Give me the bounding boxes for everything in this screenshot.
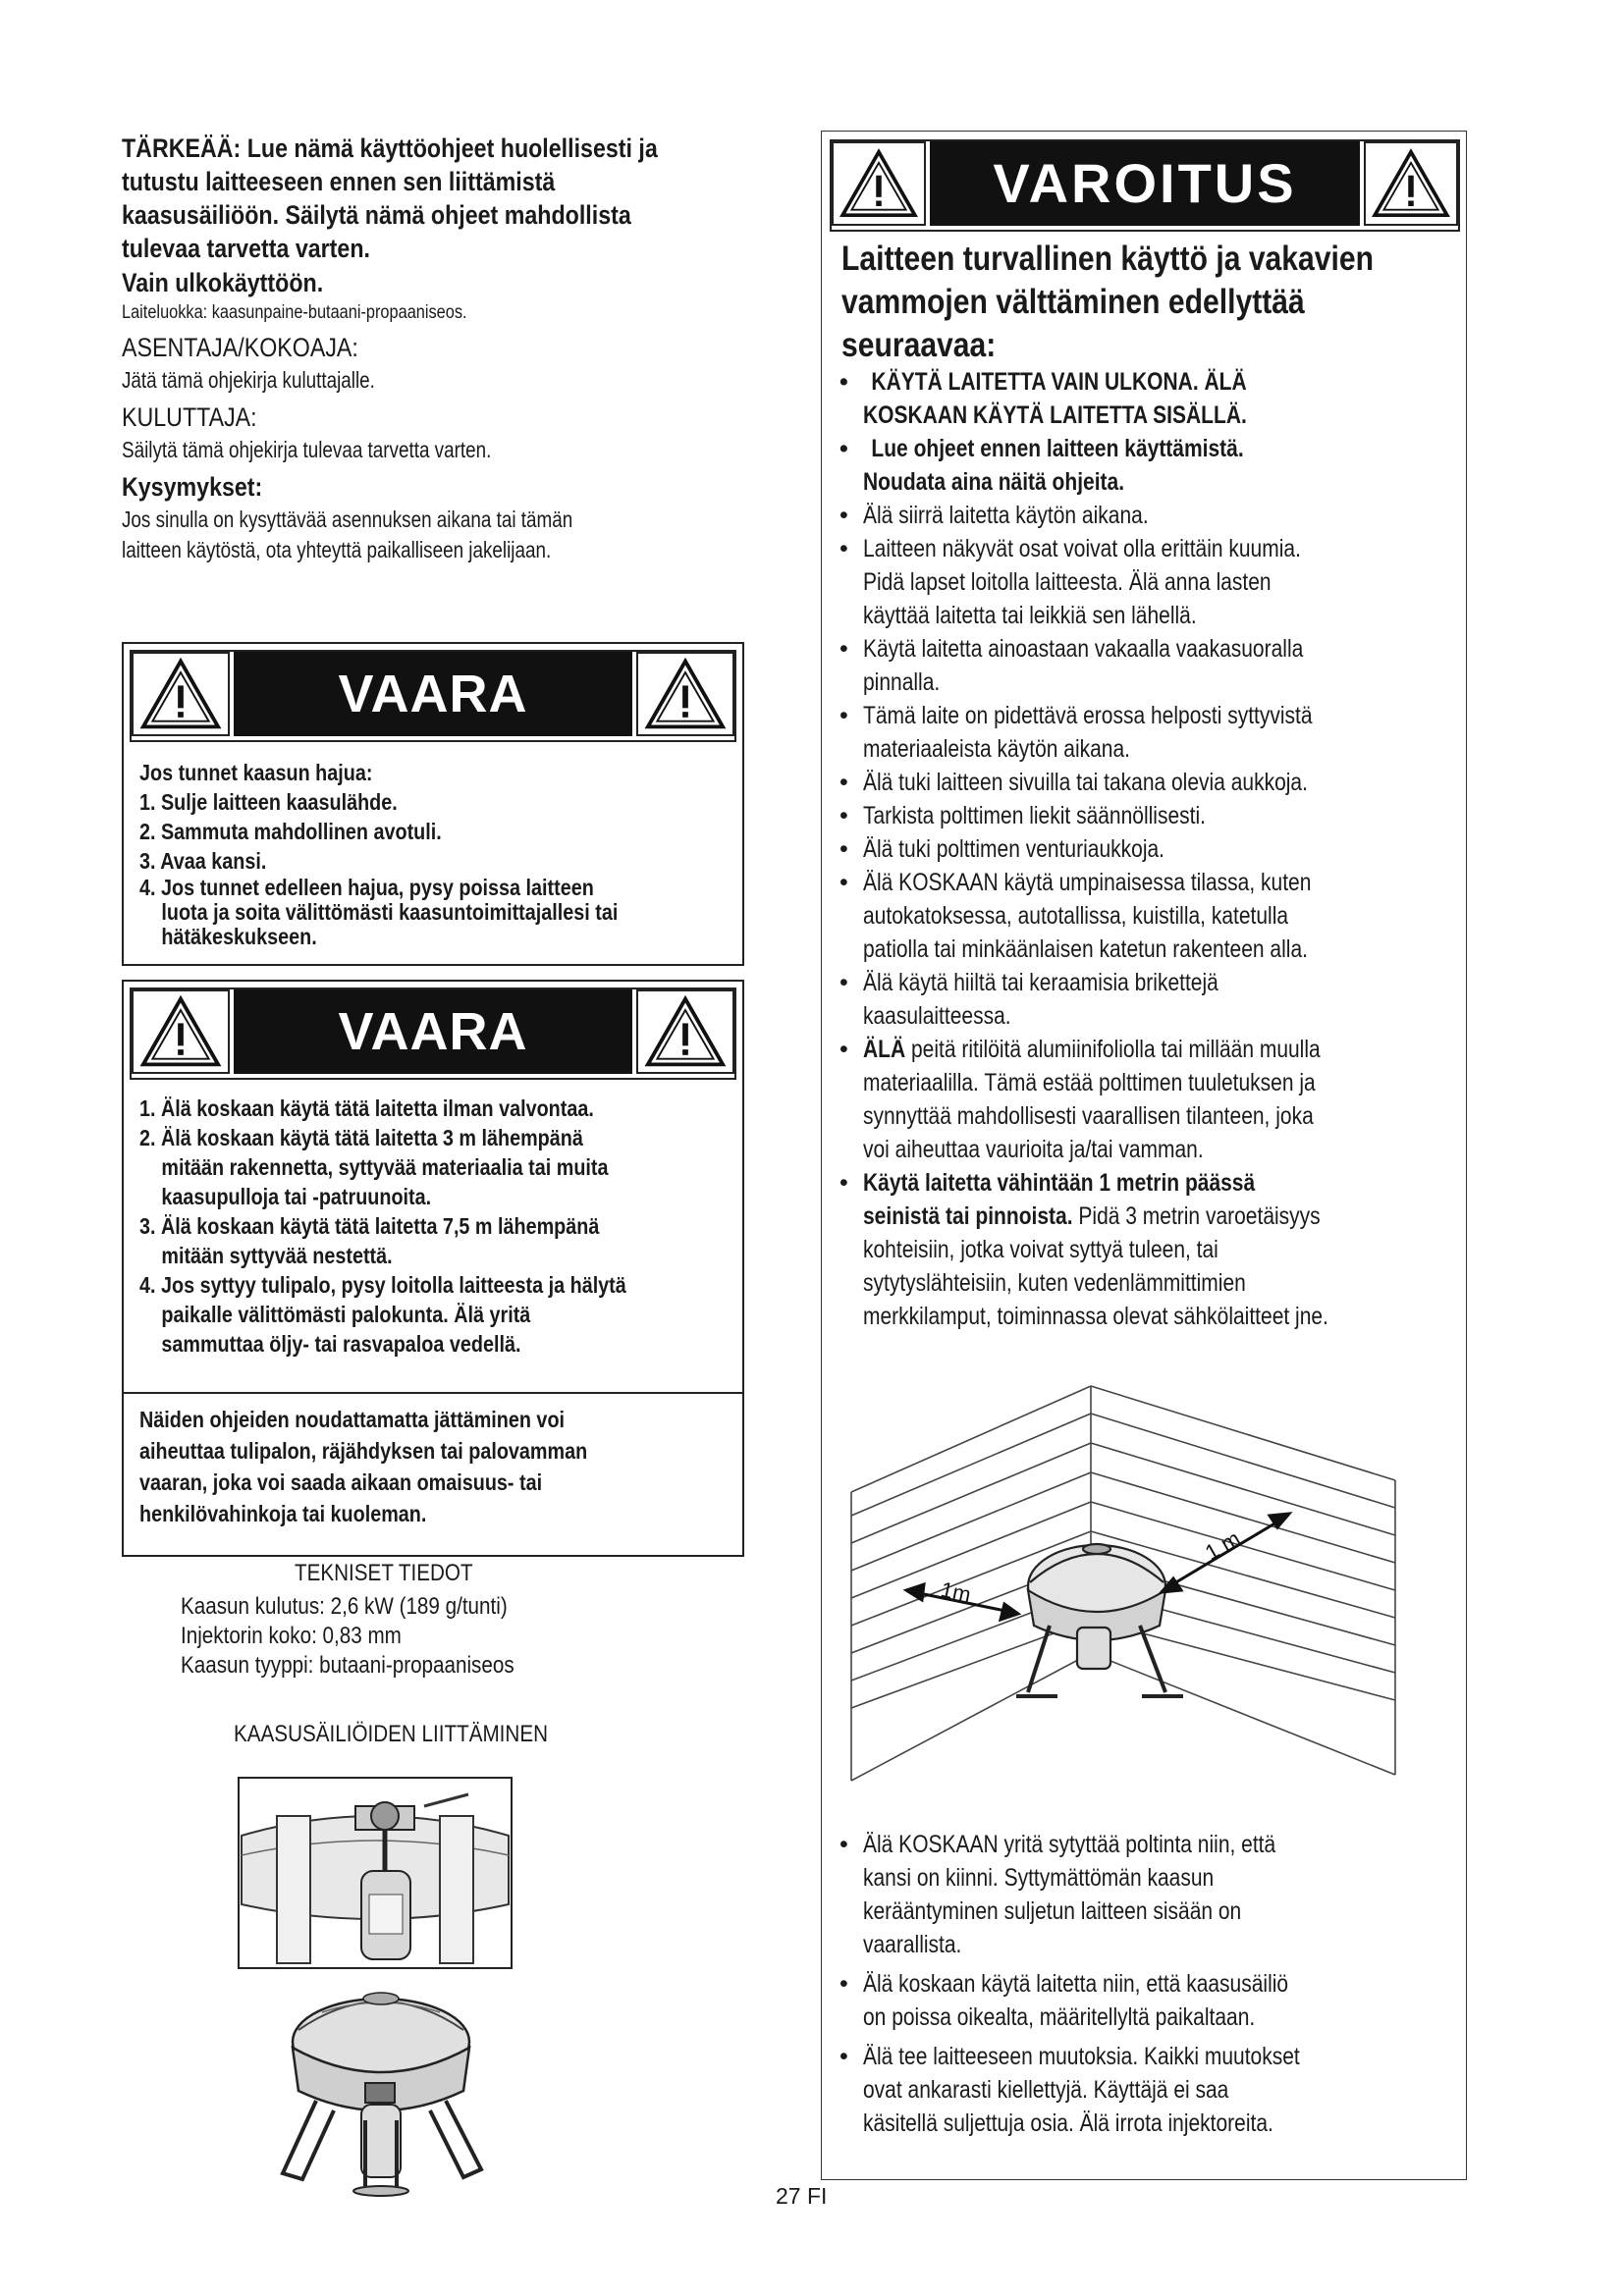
list-item-text [863, 1033, 1370, 1066]
list-item-text: vaarallista. [863, 1931, 962, 1958]
intro-section [122, 132, 750, 565]
bullet: • [839, 1169, 848, 1197]
list-item-text: materiaaleista käytön aikana. [863, 735, 1130, 763]
danger-line: kaasupulloja tai -patruunoita. [161, 1184, 432, 1209]
bullet: • [839, 869, 848, 896]
important-line: tutustu laitteeseen ennen sen liittämistä [122, 167, 556, 196]
cylinder-connection-illustration [238, 1777, 513, 1969]
danger-line: 2. Sammuta mahdollinen avotuli. [139, 819, 442, 844]
list-item-text: KOSKAAN KÄYTÄ LAITETTA SISÄLLÄ. [863, 401, 1247, 429]
bullet: • [839, 635, 848, 663]
list-item [838, 1033, 1466, 1166]
list-item-text: KÄYTÄ LAITETTA VAIN ULKONA. ÄLÄ [871, 368, 1247, 396]
warning-triangle-icon [132, 989, 230, 1074]
consumer-heading: KULUTTAJA: [122, 402, 257, 432]
bullet: • [839, 435, 848, 462]
danger-body [124, 748, 742, 957]
danger-line: hätäkeskukseen. [161, 924, 317, 949]
list-item [838, 699, 1466, 766]
warning-triangle-icon [1364, 141, 1458, 226]
questions-heading: Kysymykset: [122, 472, 263, 502]
bullet: • [839, 1036, 848, 1063]
danger-footer-line: henkilövahinkoja tai kuoleman. [139, 1501, 427, 1526]
gas-type: Kaasun tyyppi: butaani-propaaniseos [181, 1652, 514, 1679]
warning-triangle-icon [636, 652, 734, 736]
bullet: • [839, 1970, 848, 1998]
tech-heading [295, 1559, 502, 1588]
list-item-text: materiaalilla. Tämä estää polttimen tuuletuksen ja [863, 1069, 1316, 1096]
varoitus-title: VAROITUS [930, 141, 1360, 226]
distance-label-left: 1m [938, 1576, 974, 1608]
list-item-text: Älä siirrä laitetta käytön aikana. [863, 502, 1149, 529]
danger-footer-line: aiheuttaa tulipalon, räjähdyksen tai palovamman [139, 1438, 588, 1464]
list-item-text: ovat ankarasti kiellettyjä. Käyttäjä ei saa [863, 2076, 1229, 2104]
connect-heading-text: KAASUSÄILIÖIDEN LIITTÄMINEN [234, 1721, 549, 1747]
varoitus-intro-line: vammojen välttäminen edellyttää [841, 283, 1305, 321]
list-item [838, 966, 1466, 1033]
list-item-text: Laitteen näkyvät osat voivat olla erittäin kuumia. [863, 535, 1301, 562]
list-item-text [863, 1200, 1370, 1233]
list-item [838, 1166, 1466, 1333]
installer-text: Jätä tämä ohjekirja kuluttajalle. [122, 367, 375, 393]
distance-label-right: 1 m [1201, 1525, 1245, 1566]
connect-heading [234, 1720, 599, 1749]
bullet: • [839, 1831, 848, 1858]
list-item-text: käyttää laitetta tai leikkiä sen lähellä. [863, 602, 1197, 629]
list-item-text: patiolla tai minkäänlaisen katetun rakenteen alla. [863, 935, 1308, 963]
danger-line: sammuttaa öljy- tai rasvapaloa vedellä. [161, 1331, 521, 1357]
list-item-text: merkkilamput, toiminnassa olevat sähkölaitteet jne. [863, 1303, 1328, 1330]
list-item-text: sytytyslähteisiin, kuten vedenlämmittimien [863, 1269, 1246, 1297]
emphasis: ÄLÄ [863, 1036, 906, 1063]
list-item-text: Älä KOSKAAN yritä sytyttää poltinta niin, että [863, 1831, 1276, 1858]
bullet: • [839, 835, 848, 863]
danger-box-fire [122, 980, 744, 1557]
list-item-text: Älä tee laitteeseen muutoksia. Kaikki muutokset [863, 2043, 1300, 2070]
danger-line: mitään rakennetta, syttyvää materiaalia tai muita [161, 1154, 609, 1180]
list-item-text: kaasulaitteessa. [863, 1002, 1011, 1030]
bullet: • [839, 502, 848, 529]
varoitus-intro [841, 238, 1470, 367]
grill-with-cylinder-illustration [263, 1973, 499, 2197]
varoitus-intro-line: Laitteen turvallinen käyttö ja vakavien [841, 240, 1375, 278]
list-item-text: käsitellä suljettuja osia. Älä irrota injektoreita. [863, 2109, 1273, 2137]
danger-footer-line: Näiden ohjeiden noudattamatta jättäminen voi [139, 1407, 566, 1432]
varoitus-header [830, 139, 1460, 232]
danger-header [130, 988, 736, 1080]
danger-line: mitään syttyvää nestettä. [161, 1243, 393, 1268]
warning-triangle-icon [132, 652, 230, 736]
danger-title: VAARA [234, 652, 632, 736]
tech-heading-text: TEKNISET TIEDOT [295, 1560, 473, 1586]
list-item [838, 499, 1466, 532]
list-item [838, 866, 1466, 966]
list-item-text: kohteisiin, jotka voivat syttyä tuleen, tai [863, 1236, 1218, 1263]
bullet: • [839, 802, 848, 829]
list-item [838, 1967, 1466, 2034]
danger-line: 1. Älä koskaan käytä tätä laitetta ilman valvontaa. [139, 1095, 594, 1121]
danger-body [124, 1086, 742, 1366]
list-item-text: Käytä laitetta ainoastaan vakaalla vaakasuoralla [863, 635, 1304, 663]
list-item-text: peitä ritilöitä alumiinifoliolla tai millään muulla [905, 1036, 1321, 1063]
warning-triangle-icon [832, 141, 926, 226]
danger-line: luota ja soita välittömästi kaasuntoimittajallesi tai [161, 899, 619, 925]
danger-line: Jos tunnet kaasun hajua: [139, 760, 373, 785]
list-item-text: Pidä 3 metrin varoetäisyys [1072, 1202, 1321, 1230]
list-item-text: Älä koskaan käytä laitetta niin, että kaasusäiliö [863, 1970, 1289, 1998]
varoitus-intro-line: seuraavaa: [841, 326, 997, 364]
danger-line: 2. Älä koskaan käytä tätä laitetta 3 m lähempänä [139, 1125, 583, 1150]
danger-header [130, 650, 736, 742]
important-line: kaasusäiliöön. Säilytä nämä ohjeet mahdollista [122, 200, 631, 230]
danger-footer-line: vaaran, joka voi saada aikaan omaisuus- tai [139, 1469, 543, 1495]
important-line: TÄRKEÄÄ: Lue nämä käyttöohjeet huolellisesti ja [122, 133, 658, 163]
danger-footer [124, 1392, 742, 1529]
danger-box-gas-smell [122, 642, 744, 966]
installer-heading: ASENTAJA/KOKOAJA: [122, 333, 358, 362]
danger-line: 4. Jos syttyy tulipalo, pysy loitolla laitteesta ja hälytä [139, 1272, 626, 1298]
list-item-text: kansi on kiinni. Syttymättömän kaasun [863, 1864, 1215, 1892]
list-item-text: Älä tuki laitteen sivuilla tai takana olevia aukkoja. [863, 769, 1308, 796]
list-item-text: Älä tuki polttimen venturiaukkoja. [863, 835, 1164, 863]
list-item-text: Tämä laite on pidettävä erossa helposti syttyvistä [863, 702, 1313, 729]
injector-size: Injektorin koko: 0,83 mm [181, 1623, 402, 1649]
list-item-text: Lue ohjeet ennen laitteen käyttämistä. [871, 435, 1244, 462]
bullet: • [839, 535, 848, 562]
list-item [838, 832, 1466, 866]
list-item-text: voi aiheuttaa vaurioita ja/tai vamman. [863, 1136, 1204, 1163]
bullet: • [839, 2043, 848, 2070]
outdoor-only: Vain ulkokäyttöön. [122, 268, 324, 297]
list-item-text: Noudata aina näitä ohjeita. [863, 468, 1125, 496]
page-number: 27 FI [776, 2183, 828, 2209]
bullet: • [839, 969, 848, 996]
appliance-category: Laiteluokka: kaasunpaine-butaani-propaaniseos. [122, 302, 467, 323]
list-item [838, 766, 1466, 799]
list-item-text: synnyttää mahdollisesti vaarallisen tilanteen, joka [863, 1102, 1314, 1130]
gas-consumption: Kaasun kulutus: 2,6 kW (189 g/tunti) [181, 1593, 508, 1620]
list-item-text: kerääntyminen suljetun laitteen sisään on [863, 1897, 1242, 1925]
tech-specs [181, 1592, 568, 1681]
varoitus-list [838, 365, 1466, 1333]
danger-title: VAARA [234, 989, 632, 1074]
varoitus-list-bottom [838, 1828, 1466, 2146]
warning-triangle-icon [636, 989, 734, 1074]
important-line: tulevaa tarvetta varten. [122, 234, 370, 263]
danger-line: paikalle välittömästi palokunta. Älä yritä [161, 1302, 531, 1327]
questions-text: laitteen käytöstä, ota yhteyttä paikalliseen jakelijaan. [122, 537, 552, 562]
list-item [838, 2040, 1466, 2140]
list-item-text: Älä KOSKAAN käytä umpinaisessa tilassa, kuten [863, 869, 1312, 896]
list-item [838, 432, 1466, 499]
list-item-text: Älä käytä hiiltä tai keraamisia brikettejä [863, 969, 1218, 996]
danger-line: 1. Sulje laitteen kaasulähde. [139, 789, 398, 815]
list-item [838, 365, 1466, 432]
list-item [838, 1828, 1466, 1961]
bullet: • [839, 368, 848, 396]
list-item-text: Tarkista polttimen liekit säännöllisesti. [863, 802, 1206, 829]
bullet: • [839, 769, 848, 796]
questions-text: Jos sinulla on kysyttävää asennuksen aikana tai tämän [122, 507, 573, 532]
list-item [838, 532, 1466, 632]
bullet: • [839, 702, 848, 729]
danger-line: 3. Älä koskaan käytä tätä laitetta 7,5 m lähempänä [139, 1213, 600, 1239]
list-item-text: autokatoksessa, autotallissa, kuistilla, katetulla [863, 902, 1289, 930]
list-item-text: Pidä lapset loitolla laitteesta. Älä anna lasten [863, 568, 1272, 596]
list-item [838, 799, 1466, 832]
list-item-text: Käytä laitetta vähintään 1 metrin päässä [863, 1169, 1256, 1197]
danger-line: 3. Avaa kansi. [139, 848, 267, 874]
danger-line: 4. Jos tunnet edelleen hajua, pysy poissa laitteen [139, 875, 594, 900]
varoitus-box [821, 131, 1467, 2180]
clearance-corner-illustration [845, 1368, 1444, 1800]
emphasis: seinistä tai pinnoista. [863, 1202, 1073, 1230]
list-item-text: pinnalla. [863, 668, 941, 696]
list-item [838, 632, 1466, 699]
list-item-text: on poissa oikealta, määritellyltä paikaltaan. [863, 2003, 1256, 2031]
consumer-text: Säilytä tämä ohjekirja tulevaa tarvetta varten. [122, 437, 492, 462]
